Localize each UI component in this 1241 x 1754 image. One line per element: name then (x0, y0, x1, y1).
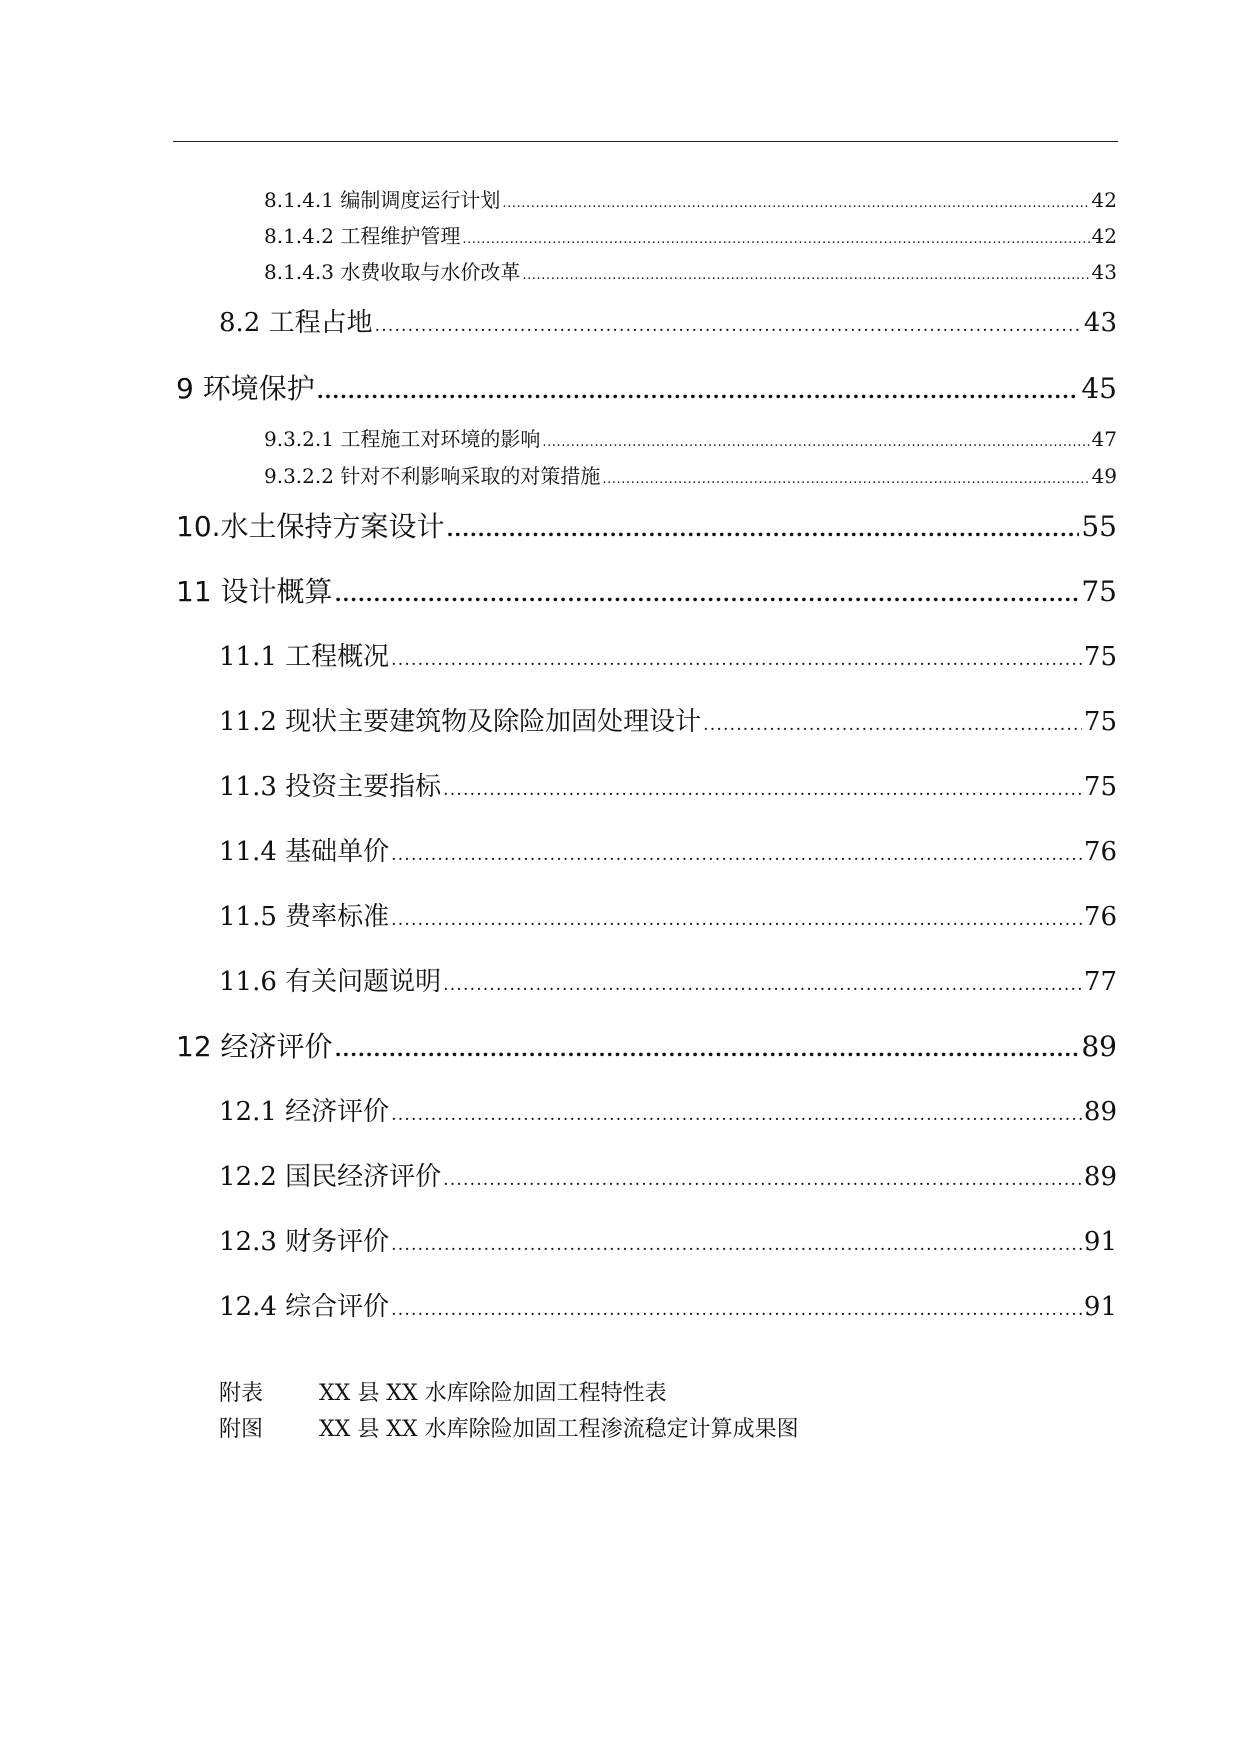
toc-dot-leader (391, 1300, 1082, 1320)
toc-entry-label: 8.1.4.1 编制调度运行计划 (264, 188, 501, 212)
toc-entry-label: 11.2 现状主要建筑物及除险加固处理设计 (219, 707, 702, 737)
toc-page-number: 89 (1081, 1030, 1117, 1063)
toc-entry-label: 11.6 有关问题说明 (219, 967, 442, 997)
toc-entry-label: 11 设计概算 (176, 575, 333, 608)
toc-entry-12[interactable] (176, 1025, 1117, 1065)
toc-page-number: 75 (1081, 575, 1117, 608)
toc-entry-label: 12.1 经济评价 (219, 1097, 390, 1127)
toc-page-number: 47 (1091, 427, 1117, 451)
toc-dot-leader (391, 910, 1082, 930)
toc-dot-leader (522, 268, 1089, 283)
toc-entry-8-1-4-2[interactable] (264, 220, 1117, 249)
toc-entry-11[interactable] (176, 570, 1117, 610)
toc-entry-12-4[interactable] (219, 1286, 1117, 1323)
toc-dot-leader (391, 1105, 1082, 1125)
toc-entry-9-3-2-1[interactable] (264, 423, 1117, 452)
appendix-table-entry[interactable] (219, 1376, 667, 1407)
toc-dot-leader (335, 582, 1080, 606)
toc-entry-9-3-2-2[interactable] (264, 460, 1117, 489)
toc-entry-label: 8.2 工程占地 (219, 308, 373, 338)
toc-entry-12-2[interactable] (219, 1156, 1117, 1193)
appendix-figure-entry[interactable] (219, 1412, 799, 1443)
toc-dot-leader (391, 845, 1082, 865)
toc-page-number: 91 (1083, 1227, 1117, 1257)
toc-entry-8-1-4-1[interactable] (264, 184, 1117, 213)
toc-entry-9[interactable] (176, 367, 1117, 407)
toc-entry-8-1-4-3[interactable] (264, 256, 1117, 285)
toc-page-number: 91 (1083, 1292, 1117, 1322)
toc-page-number: 76 (1083, 837, 1117, 867)
toc-dot-leader (391, 1235, 1082, 1255)
toc-page-number: 43 (1083, 308, 1117, 338)
toc-entry-label: 9.3.2.2 针对不利影响采取的对策措施 (264, 464, 601, 488)
toc-entry-11-2[interactable] (219, 701, 1117, 738)
toc-entry-11-4[interactable] (219, 831, 1117, 868)
toc-page-number: 89 (1083, 1097, 1117, 1127)
toc-entry-label: 12.3 财务评价 (219, 1227, 390, 1257)
toc-dot-leader (443, 780, 1082, 800)
toc-entry-label: 10.水土保持方案设计 (176, 510, 445, 543)
toc-entry-label: 8.1.4.3 水费收取与水价改革 (264, 260, 521, 284)
toc-page-number: 43 (1091, 260, 1117, 284)
toc-page-number: 49 (1091, 464, 1117, 488)
toc-dot-leader (542, 435, 1089, 450)
toc-entry-10[interactable] (176, 505, 1117, 545)
toc-page-number: 75 (1083, 707, 1117, 737)
toc-dot-leader (703, 715, 1082, 735)
toc-entry-label: 11.4 基础单价 (219, 837, 390, 867)
appendix-tag: 附表 (219, 1381, 264, 1406)
toc-dot-leader (443, 975, 1082, 995)
toc-entry-label: 9 环境保护 (176, 372, 315, 405)
toc-dot-leader (462, 232, 1089, 247)
toc-page-number: 76 (1083, 902, 1117, 932)
toc-page-number: 55 (1081, 510, 1117, 543)
toc-page-number: 77 (1083, 967, 1117, 997)
toc-dot-leader (335, 1037, 1080, 1061)
toc-entry-label: 11.1 工程概况 (219, 642, 390, 672)
toc-entry-11-3[interactable] (219, 766, 1117, 803)
toc-entry-8-2[interactable] (219, 302, 1117, 339)
toc-entry-11-6[interactable] (219, 961, 1117, 998)
toc-dot-leader (502, 196, 1089, 211)
toc-dot-leader (602, 472, 1089, 487)
toc-dot-leader (391, 650, 1082, 670)
toc-entry-label: 12 经济评价 (176, 1030, 333, 1063)
toc-entry-label: 11.3 投资主要指标 (219, 772, 442, 802)
toc-entry-label: 12.2 国民经济评价 (219, 1162, 442, 1192)
appendix-text: XX 县 XX 水库除险加固工程渗流稳定计算成果图 (319, 1417, 799, 1442)
toc-dot-leader (317, 379, 1080, 403)
toc-page-number: 75 (1083, 772, 1117, 802)
toc-entry-label: 12.4 综合评价 (219, 1292, 390, 1322)
header-rule (173, 141, 1118, 142)
toc-page-number: 89 (1083, 1162, 1117, 1192)
toc-page-number: 42 (1091, 224, 1117, 248)
toc-page-number: 45 (1081, 372, 1117, 405)
toc-entry-11-1[interactable] (219, 636, 1117, 673)
toc-dot-leader (375, 316, 1082, 336)
toc-dot-leader (443, 1170, 1082, 1190)
toc-dot-leader (447, 517, 1080, 541)
toc-entry-label: 8.1.4.2 工程维护管理 (264, 224, 461, 248)
toc-entry-12-3[interactable] (219, 1221, 1117, 1258)
appendix-text: XX 县 XX 水库除险加固工程特性表 (319, 1381, 667, 1406)
toc-page-number: 42 (1091, 188, 1117, 212)
appendix-tag: 附图 (219, 1417, 264, 1442)
toc-entry-12-1[interactable] (219, 1091, 1117, 1128)
toc-entry-label: 9.3.2.1 工程施工对环境的影响 (264, 427, 541, 451)
toc-entry-label: 11.5 费率标准 (219, 902, 390, 932)
toc-page-number: 75 (1083, 642, 1117, 672)
toc-entry-11-5[interactable] (219, 896, 1117, 933)
